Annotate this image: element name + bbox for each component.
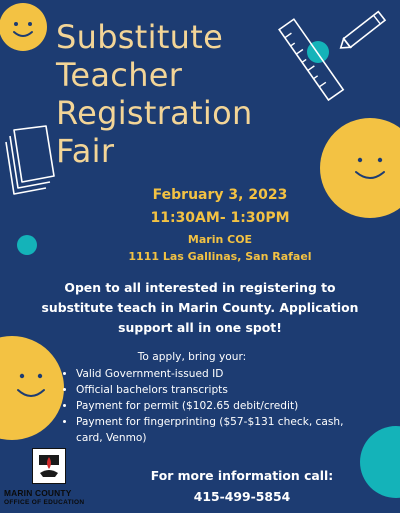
list-item: • Payment for fingerprinting ($57-$131 check, cash, card, Venmo) xyxy=(76,414,362,446)
teal-dot-icon xyxy=(16,234,38,256)
list-item: • Valid Government-issued ID xyxy=(76,366,362,382)
event-time: 11:30AM- 1:30PM xyxy=(150,210,290,226)
title-line: Registration xyxy=(56,94,253,132)
marin-county-logo xyxy=(4,448,96,510)
apply-section xyxy=(62,349,362,446)
apply-heading: To apply, bring your: xyxy=(137,351,247,363)
contact-label: For more information call: xyxy=(150,468,334,483)
event-address: 1111 Las Gallinas, San Rafael xyxy=(128,250,312,263)
list-item: • Payment for permit ($102.65 debit/credit) xyxy=(76,398,362,414)
lamp-logo-icon xyxy=(32,448,66,484)
event-venue: Marin COE xyxy=(187,233,253,246)
pencil-icon xyxy=(334,2,400,54)
event-title xyxy=(56,18,316,170)
event-date: February 3, 2023 xyxy=(152,187,288,203)
contact-phone[interactable]: 415-499-5854 xyxy=(193,489,291,504)
smiley-sun-icon xyxy=(0,2,50,56)
title-line: Substitute xyxy=(56,18,224,56)
book-icon xyxy=(0,122,62,198)
contact-info xyxy=(142,465,342,507)
title-line: Fair xyxy=(56,132,115,170)
smiley-sun-icon xyxy=(318,112,400,220)
logo-text: MARIN COUNTY xyxy=(4,488,72,498)
smiley-sun-icon xyxy=(0,332,64,444)
event-description: Open to all interested in registering to substitute teach in Marin County. Application support all in one spot! xyxy=(41,280,359,335)
logo-subtext: OFFICE OF EDUCATION xyxy=(4,499,85,506)
title-line: Teacher xyxy=(56,56,183,94)
list-item: • Official bachelors transcripts xyxy=(76,382,362,398)
requirements-list xyxy=(62,366,362,446)
teal-dot-icon xyxy=(358,426,400,498)
